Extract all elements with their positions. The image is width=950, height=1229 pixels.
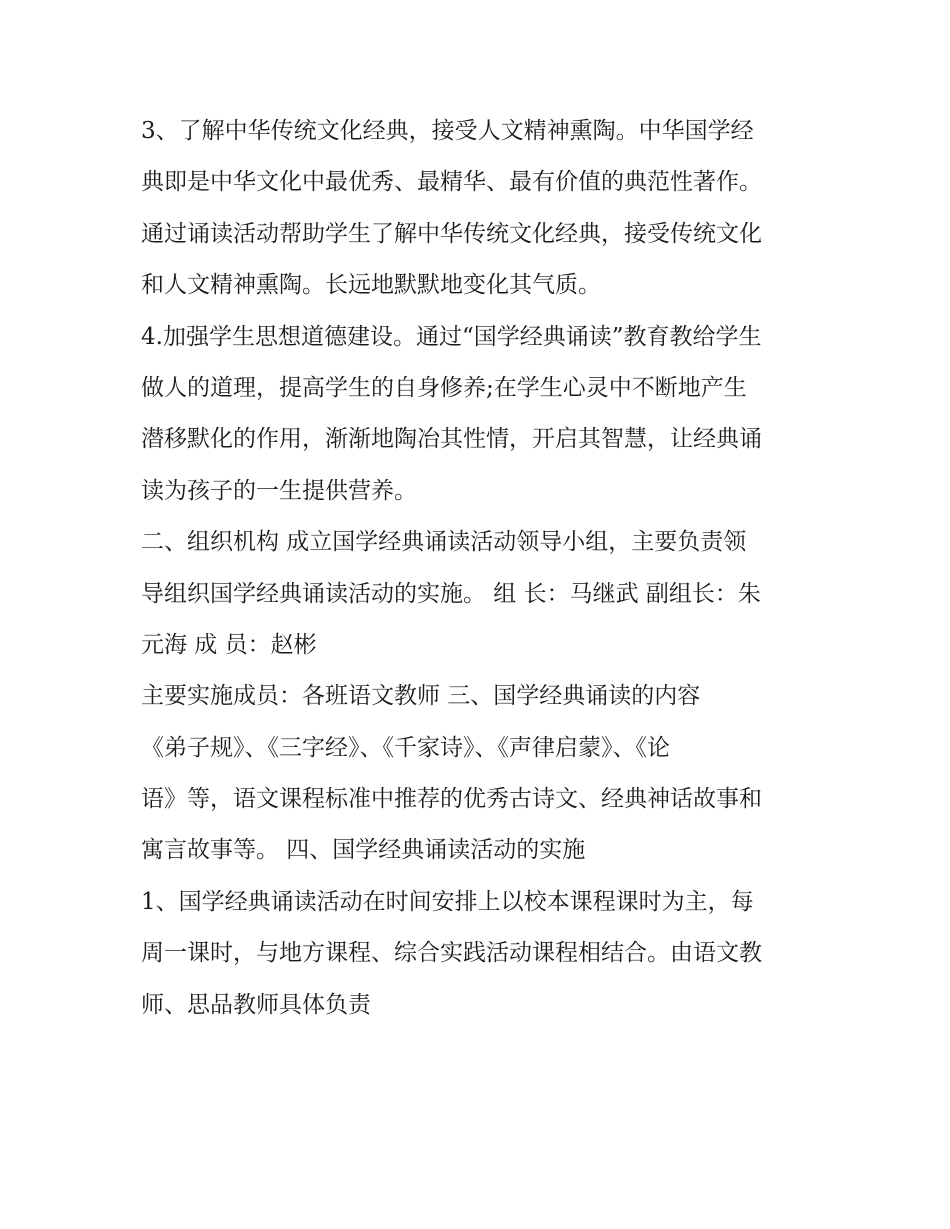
text-line: 寓言故事等。 四、国学经典诵读活动的实施 [141, 837, 586, 864]
text-line: 典即是中华文化中最优秀、最精华、最有价值的典范性著作。 [141, 169, 762, 196]
text-line: 元海 成 员：赵彬 [141, 631, 317, 658]
text-line: 和人文精神熏陶。长远地默默地变化其气质。 [141, 272, 601, 299]
text-line: 做人的道理，提高学生的自身修养;在学生心灵中不断地产生 [141, 374, 747, 401]
text-line: 1、国学经典诵读活动在时间安排上以校本课程课时为主，每 [141, 888, 754, 915]
text-line: 语》等，语文课程标准中推荐的优秀古诗文、经典神话故事和 [141, 786, 762, 813]
text-line: 4.加强学生思想道德建设。通过“国学经典诵读”教育教给学生 [141, 323, 762, 350]
text-line: 3、了解中华传统文化经典，接受人文精神熏陶。中华国学经 [141, 118, 754, 144]
text-line: 通过诵读活动帮助学生了解中华传统文化经典，接受传统文化 [141, 220, 762, 247]
text-line: 二、组织机构 成立国学经典诵读活动领导小组，主要负责领 [141, 529, 747, 556]
text-line: 读为孩子的一生提供营养。 [141, 477, 417, 504]
body-text [141, 106, 821, 1031]
text-line: 师、思品教师具体负责 [141, 991, 371, 1018]
text-line: 《弟子规》、《三字经》、《千家诗》、《声律启蒙》、《论 [141, 734, 670, 761]
text-line: 导组织国学经典诵读活动的实施。 组 长：马继武 副组长：朱 [141, 580, 761, 607]
text-line: 主要实施成员：各班语文教师 三、国学经典诵读的内容 [141, 683, 701, 710]
text-line: 潜移默化的作用，渐渐地陶冶其性情，开启其智慧，让经典诵 [141, 426, 762, 453]
text-line: 周一课时，与地方课程、综合实践活动课程相结合。由语文教 [141, 940, 762, 967]
